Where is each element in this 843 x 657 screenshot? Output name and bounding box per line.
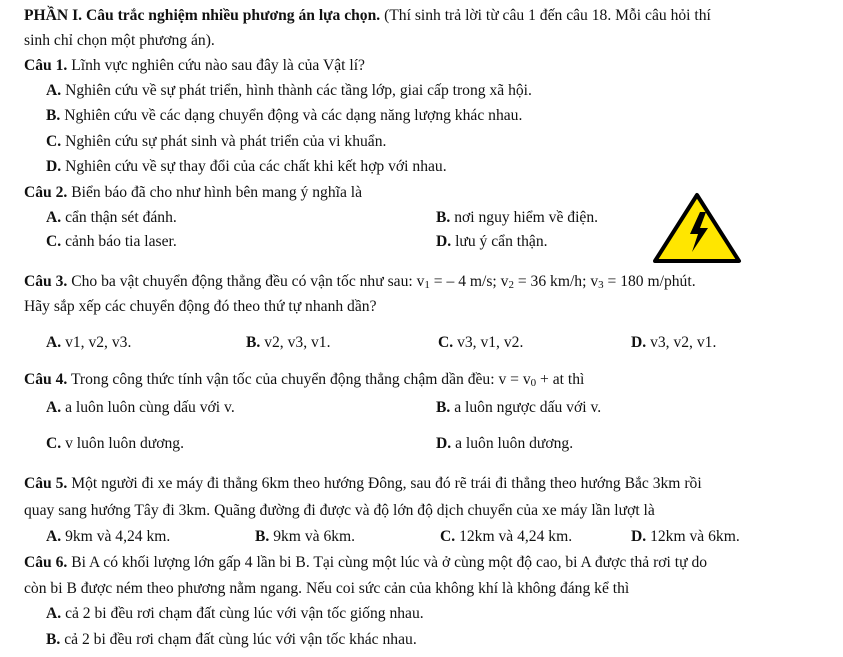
q2-option-b[interactable]: B. nơi nguy hiểm về điện. xyxy=(436,209,599,226)
question-label: Câu 5. xyxy=(24,475,68,492)
question-4: Câu 4. Trong công thức tính vận tốc của chuyển động thẳng chậm dần đều: $v = v_0$ + at thì xyxy=(24,371,585,389)
q1-option-d[interactable]: D. Nghiên cứu về sự thay đổi của các chất khi kết hợp với nhau. xyxy=(46,158,447,175)
q5-option-d[interactable]: D. 12km và 6km. xyxy=(631,528,740,545)
question-label: Câu 4. xyxy=(24,371,68,388)
question-3: Câu 3. Cho ba vật chuyển động thẳng đều có vận tốc như sau: $v_1$ = – 4 m/s; $v_2 = 36$ km/h; $v_3 = 180$ m/phút. xyxy=(24,273,696,291)
q1-option-b[interactable]: B. Nghiên cứu về các dạng chuyển động và các dạng năng lượng khác nhau. xyxy=(46,107,523,124)
q3-option-b[interactable]: B. v2, v3, v1. xyxy=(246,334,331,351)
question-label: Câu 2. xyxy=(24,184,68,201)
question-3-cont: Hãy sắp xếp các chuyển động đó theo thứ tự nhanh dần? xyxy=(24,298,377,315)
question-label: Câu 1. xyxy=(24,57,68,74)
question-text: Biển báo đã cho như hình bên mang ý nghĩa là xyxy=(67,184,363,201)
q4-option-d[interactable]: D. a luôn luôn dương. xyxy=(436,435,574,452)
part-heading: PHẦN I. Câu trắc nghiệm nhiều phương án lựa chọn. xyxy=(24,7,381,24)
q4-option-b[interactable]: B. a luôn ngược dấu với v. xyxy=(436,399,602,416)
part-instruction-line-2 xyxy=(24,31,215,51)
q1-option-c[interactable]: C. Nghiên cứu sự phát sinh và phát triển của vi khuẩn. xyxy=(46,133,387,150)
question-5: Câu 5. Một người đi xe máy đi thẳng 6km theo hướng Đông, sau đó rẽ trái đi thẳng theo hướng Bắc 3km rồi xyxy=(24,475,702,492)
part-heading-line xyxy=(24,6,711,26)
q3-option-d[interactable]: D. v3, v2, v1. xyxy=(631,334,717,351)
question-label: Câu 6. xyxy=(24,554,68,571)
question-5-cont: quay sang hướng Tây đi 3km. Quãng đường đi được và độ lớn độ dịch chuyển của xe máy lần lượt là xyxy=(24,502,655,519)
question-label: Câu 3. xyxy=(24,273,68,290)
q4-option-c[interactable]: C. v luôn luôn dương. xyxy=(46,435,184,452)
q6-option-b[interactable]: B. cả 2 bi đều rơi chạm đất cùng lúc với vận tốc khác nhau. xyxy=(46,631,417,648)
q2-option-c[interactable]: C. cảnh báo tia laser. xyxy=(46,233,177,250)
q1-option-a[interactable]: A. Nghiên cứu về sự phát triển, hình thành các tầng lớp, giai cấp trong xã hội. xyxy=(46,82,532,99)
q2-option-a[interactable]: A. cẩn thận sét đánh. xyxy=(46,209,177,226)
q3-option-a[interactable]: A. v1, v2, v3. xyxy=(46,334,132,351)
question-2 xyxy=(24,183,362,203)
q4-option-a[interactable]: A. a luôn luôn cùng dấu với v. xyxy=(46,399,235,416)
question-6: Câu 6. Bi A có khối lượng lớn gấp 4 lần bi B. Tại cùng một lúc và ở cùng một độ cao, bi A được thả rơi tự do xyxy=(24,554,708,571)
question-1 xyxy=(24,56,365,76)
part-instruction: (Thí sinh trả lời từ câu 1 đến câu 18. Mỗi câu hỏi thí xyxy=(380,7,711,24)
q5-option-b[interactable]: B. 9km và 6km. xyxy=(255,528,356,545)
q2-option-d[interactable]: D. lưu ý cẩn thận. xyxy=(436,233,548,250)
q6-option-a[interactable]: A. cả 2 bi đều rơi chạm đất cùng lúc với vận tốc giống nhau. xyxy=(46,605,424,622)
high-voltage-warning-icon xyxy=(652,192,742,264)
question-text: Lĩnh vực nghiên cứu nào sau đây là của Vật lí? xyxy=(67,57,365,74)
q3-option-c[interactable]: C. v3, v1, v2. xyxy=(438,334,524,351)
part-instruction-cont: sinh chỉ chọn một phương án). xyxy=(24,32,215,49)
question-6-cont: còn bi B được ném theo phương nằm ngang. Nếu coi sức cản của không khí là không đáng kể thì xyxy=(24,580,630,597)
q5-option-a[interactable]: A. 9km và 4,24 km. xyxy=(46,528,171,545)
q5-option-c[interactable]: C. 12km và 4,24 km. xyxy=(440,528,573,545)
